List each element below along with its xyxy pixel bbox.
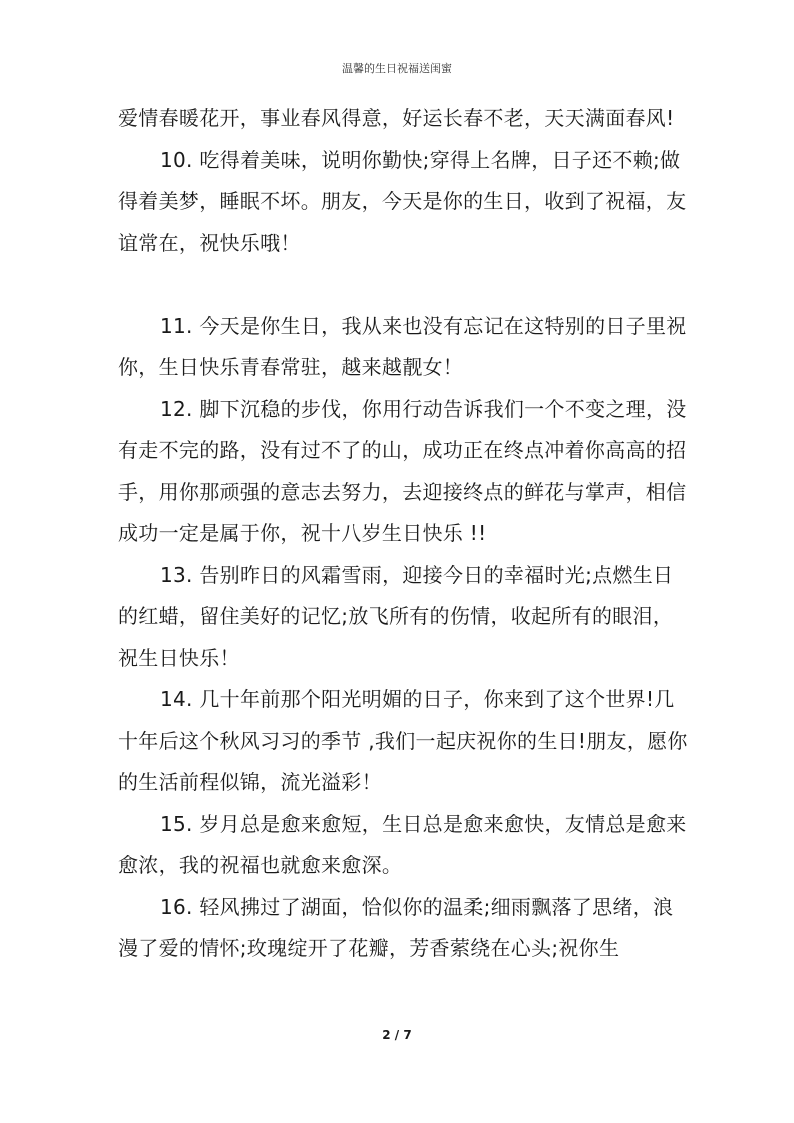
paragraph-item-12: 12. 脚下沉稳的步伐，你用行动告诉我们一个不变之理，没有走不完的路，没有过不了的山，成功正在终点冲着你高高的招手，用你那顽强的意志去努力，去迎接终点的鲜花与掌声，相信成功一定是属于你，祝十八岁生日快乐 !! xyxy=(118,396,687,545)
paragraph-item-15: 15. 岁月总是愈来愈短，生日总是愈来愈快，友情总是愈来愈浓，我的祝福也就愈来愈深。 xyxy=(118,811,687,877)
page-number: 2 / 7 xyxy=(382,1028,412,1042)
document-body xyxy=(118,98,693,970)
paragraph-item-11: 11. 今天是你生日，我从来也没有忘记在这特别的日子里祝你，生日快乐青春常驻，越来越靓女！ xyxy=(118,313,687,379)
paragraph-item-10: 10. 吃得着美味，说明你勤快;穿得上名牌，日子还不赖;做得着美梦，睡眠不坏。朋友，今天是你的生日，收到了祝福，友谊常在，祝快乐哦！ xyxy=(118,147,687,255)
paragraph-item-16: 16. 轻风拂过了湖面，恰似你的温柔;细雨飘落了思绪，浪漫了爱的情怀;玫瑰绽开了花瓣，芳香萦绕在心头;祝你生 xyxy=(118,894,674,960)
paragraph-item-13: 13. 告别昨日的风霜雪雨，迎接今日的幸福时光;点燃生日的红蜡，留住美好的记忆;放飞所有的伤情，收起所有的眼泪，祝生日快乐！ xyxy=(118,562,674,670)
paragraph-continuation: 爱情春暖花开，事业春风得意，好运长春不老，天天满面春风! xyxy=(118,106,675,130)
page-header-title: 温馨的生日祝福送闺蜜 xyxy=(342,62,452,75)
blank-line xyxy=(118,264,693,306)
paragraph-item-14: 14. 几十年前那个阳光明媚的日子，你来到了这个世界!几十年后这个秋风习习的季节 ,我们一起庆祝你的生日!朋友，愿你的生活前程似锦，流光溢彩！ xyxy=(118,687,688,794)
